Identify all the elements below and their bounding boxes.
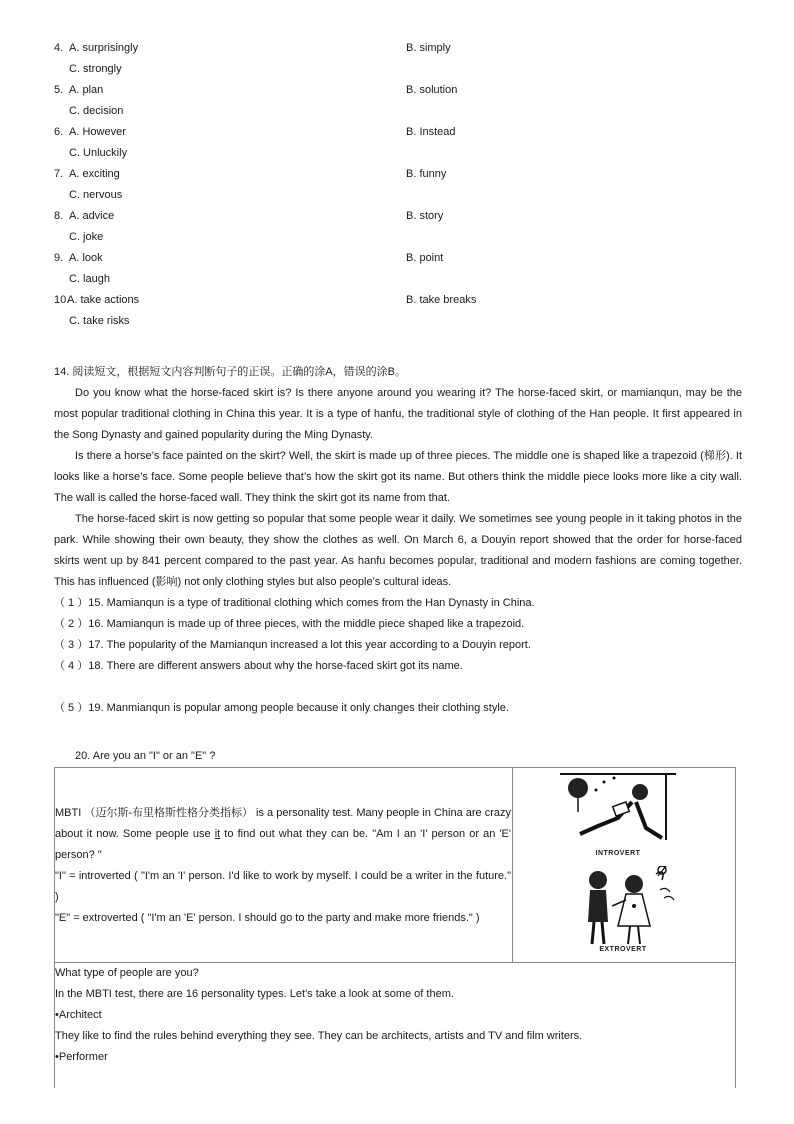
option-a: A. look bbox=[69, 252, 103, 264]
option-c: C. take risks bbox=[69, 315, 130, 327]
passage-paragraph-2: Is there a horse’s face painted on the skirt? Well, the skirt is made up of three pieces. The middle one is shaped like a trapezoid (梯形). It looks like a horse’s face. Some people believe that’s how the skirt got its name. But others think the middle piece looks more like a city wall. The wall is called the horse-faced wall. They think the skirt got its name from that. bbox=[54, 450, 742, 504]
statement-19: （ 5 ）19. Manmianqun is popular among people because it only changes their clothing style. bbox=[54, 702, 509, 714]
question-number: 4. bbox=[54, 42, 64, 54]
option-b: B. funny bbox=[406, 168, 447, 180]
question-row bbox=[0, 38, 794, 59]
introvert-illustration bbox=[558, 768, 678, 857]
mbti-illustration-cell bbox=[513, 768, 735, 963]
passage-paragraph-3: The horse-faced skirt is now getting so popular that some people wear it daily. We sometimes see young people in it taking photos in the park. While showing their own beauty, they show the clothes as well. On March 6, a Douyin report showed that the order for horse-faced skirts went up by 841 percent compared to the past year. As hanfu becomes popular, traditional and modern fashions are coming together. This has influenced (影响) not only clothing styles but also people’s cultural ideas. bbox=[54, 513, 742, 588]
question-number: 9. bbox=[54, 252, 64, 264]
question-row-c bbox=[0, 185, 794, 206]
type-architect-description: They like to find the rules behind everything they see. They can be architects, artists and TV and film writers. bbox=[55, 1030, 583, 1042]
option-a: A. plan bbox=[69, 84, 104, 96]
extroverted-definition: "E" = extroverted ( "I'm an 'E' person. I should go to the party and make more friends." ) bbox=[55, 912, 480, 924]
question-row-c bbox=[0, 269, 794, 290]
statement-17: （ 3 ）17. The popularity of the Mamianqun increased a lot this year according to a Douyin report. bbox=[54, 639, 531, 651]
question-row bbox=[0, 248, 794, 269]
question-row-c bbox=[0, 311, 794, 332]
question-row-c bbox=[0, 143, 794, 164]
option-c: C. nervous bbox=[69, 189, 123, 201]
question-row bbox=[0, 80, 794, 101]
option-a: A. advice bbox=[69, 210, 115, 222]
mbti-types-text bbox=[55, 963, 735, 1068]
question-row-c bbox=[0, 101, 794, 122]
extrovert-drawing bbox=[568, 866, 678, 946]
question-row bbox=[0, 290, 794, 311]
option-b: B. point bbox=[406, 252, 444, 264]
question-number: 10. bbox=[54, 294, 70, 306]
q20-heading: 20. Are you an "I" or an "E" ? bbox=[75, 750, 216, 762]
question-row-c bbox=[0, 59, 794, 80]
option-c: C. Unluckily bbox=[69, 147, 128, 159]
statement-18: （ 4 ）18. There are different answers about why the horse-faced skirt got its name. bbox=[54, 660, 463, 672]
option-a: A. surprisingly bbox=[69, 42, 139, 54]
option-b: B. solution bbox=[406, 84, 458, 96]
statement-15: （ 1 ）15. Mamianqun is a type of traditional clothing which comes from the Han Dynasty in China. bbox=[54, 597, 535, 609]
mbti-intro-cell bbox=[55, 768, 513, 963]
option-b: B. story bbox=[406, 210, 444, 222]
types-question: What type of people are you? bbox=[55, 967, 199, 979]
option-b: B. take breaks bbox=[406, 294, 477, 306]
question-row-c bbox=[0, 227, 794, 248]
option-c: C. decision bbox=[69, 105, 124, 117]
types-intro: In the MBTI test, there are 16 personality types. Let's take a look at some of them. bbox=[55, 988, 454, 1000]
question-row bbox=[0, 122, 794, 143]
mbti-intro-line: MBTI （迈尔斯-布里格斯性格分类指标） is a personality test. Many people in China are crazy about it now. Some people use bbox=[55, 807, 512, 840]
option-a: A. take actions bbox=[67, 294, 140, 306]
introvert-drawing bbox=[558, 768, 678, 850]
option-b: B. Instead bbox=[406, 126, 456, 138]
underlined-it: it bbox=[214, 828, 221, 840]
mbti-table bbox=[54, 767, 736, 1088]
q14-heading: 14. 阅读短文，根据短文内容判断句子的正误。正确的涂A，错误的涂B。 bbox=[54, 366, 407, 378]
option-c: C. laugh bbox=[69, 273, 110, 285]
passage-paragraph-1: Do you know what the horse-faced skirt is? Is there anyone around you wearing it? The horse-faced skirt, or mamianqun, may be the most popular traditional clothing in China this year. It is a type of hanfu, the traditional style of clothing of the Han people. It first appeared in the Song Dynasty and gained popularity during the Ming Dynasty. bbox=[54, 387, 742, 441]
question-row bbox=[0, 206, 794, 227]
question-number: 6. bbox=[54, 126, 64, 138]
option-c: C. strongly bbox=[69, 63, 122, 75]
option-a: A. However bbox=[69, 126, 126, 138]
extrovert-illustration bbox=[568, 866, 678, 953]
question-number: 8. bbox=[54, 210, 64, 222]
type-architect-heading: •Architect bbox=[55, 1009, 102, 1021]
type-performer-heading: •Performer bbox=[55, 1051, 108, 1063]
option-c: C. joke bbox=[69, 231, 104, 243]
extrovert-caption: EXTROVERT bbox=[599, 946, 647, 953]
question-row bbox=[0, 164, 794, 185]
question-number: 5. bbox=[54, 84, 64, 96]
mbti-intro-line-end: to find out what they can be. "Am I an 'I' person or an 'E' person? " bbox=[55, 828, 511, 861]
introvert-caption: INTROVERT bbox=[595, 850, 641, 857]
introverted-definition: "I" = introverted ( "I'm an 'I' person. I'd like to work by myself. I could be a writer in the future." ) bbox=[55, 870, 511, 903]
mbti-intro-text bbox=[55, 803, 511, 929]
option-b: B. simply bbox=[406, 42, 451, 54]
question-number: 7. bbox=[54, 168, 64, 180]
option-a: A. exciting bbox=[69, 168, 120, 180]
statement-16: （ 2 ）16. Mamianqun is made up of three pieces, with the middle piece shaped like a trapezoid. bbox=[54, 618, 525, 630]
